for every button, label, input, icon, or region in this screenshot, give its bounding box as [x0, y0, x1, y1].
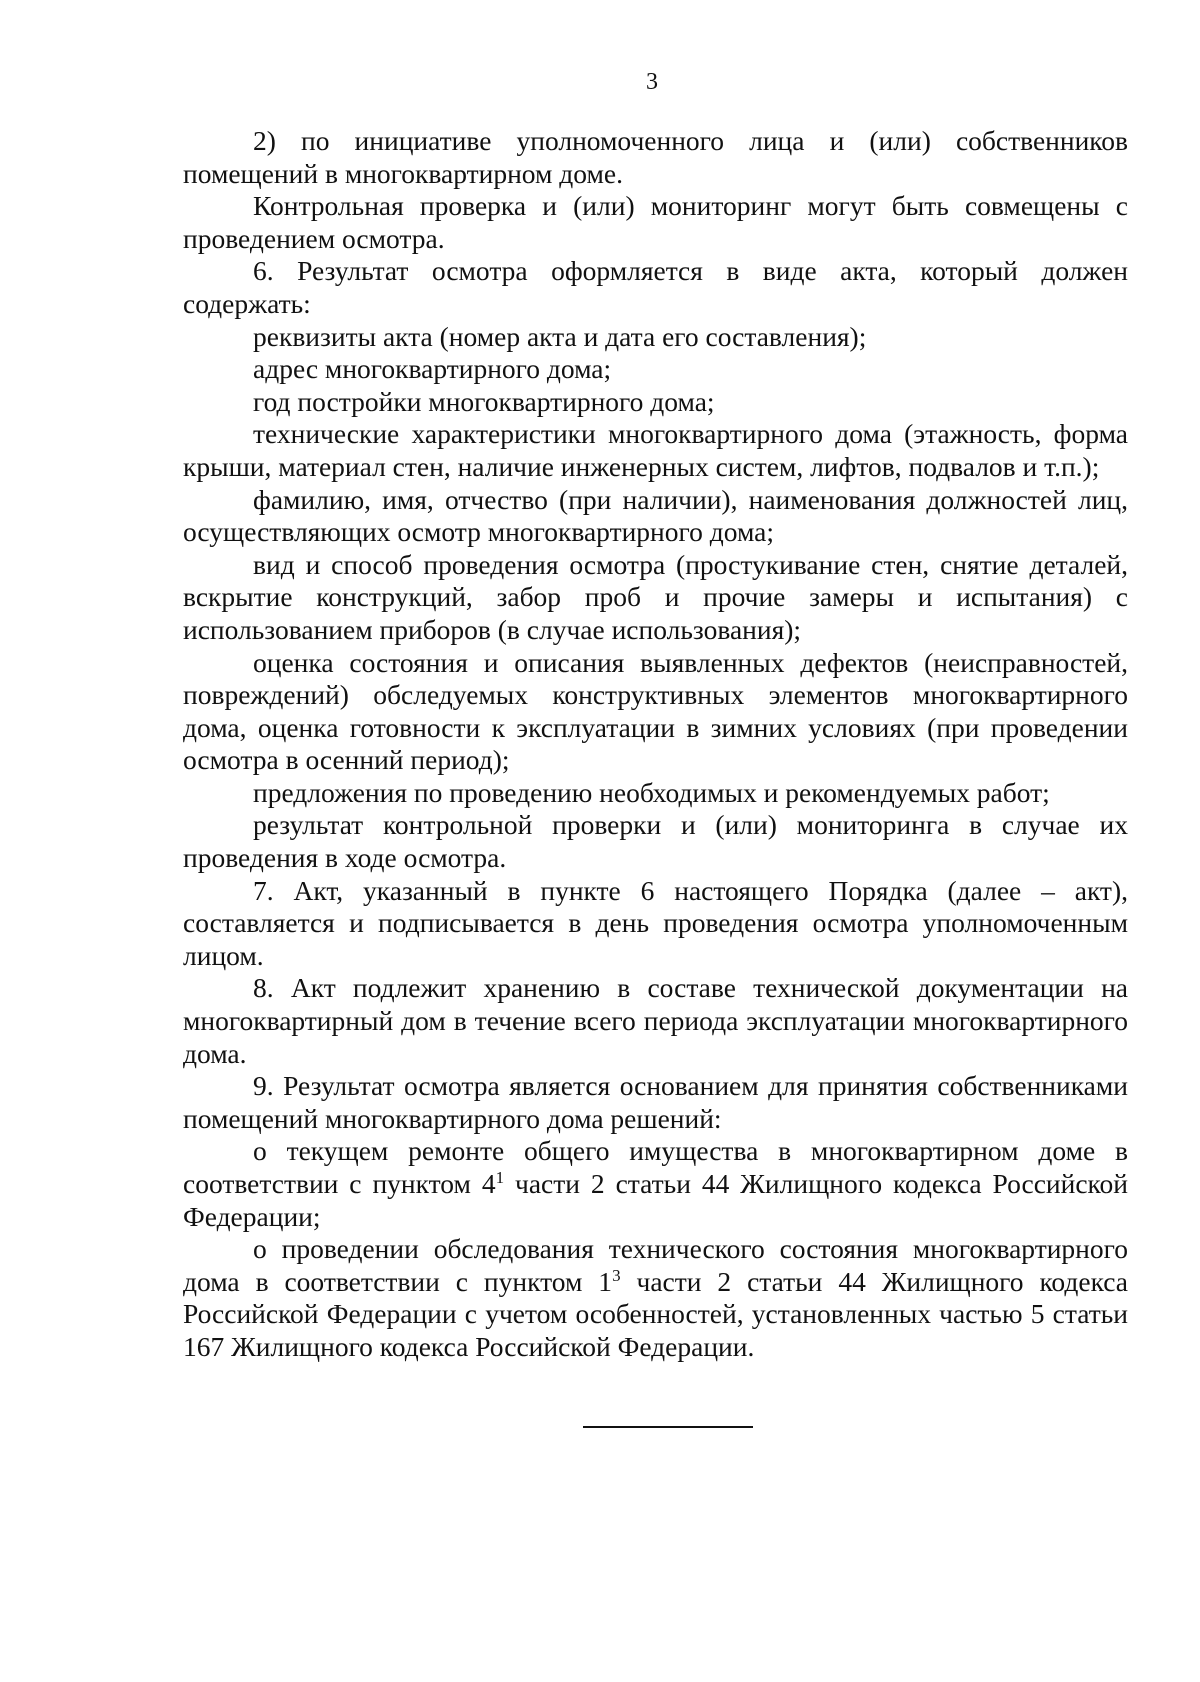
list-item-technical-characteristics: технические характеристики многоквартирного дома (этажность, форма крыши, материал стен, наличие инженерных систем, лифтов, подвалов и т.п.);	[183, 418, 1128, 482]
list-item-inspection-method: вид и способ проведения осмотра (простукивание стен, снятие деталей, вскрытие конструкций, забор проб и прочие замеры и испытания) с использованием приборов (в случае использования);	[183, 548, 1128, 645]
list-item-inspectors: фамилию, имя, отчество (при наличии), наименования должностей лиц, осуществляющих осмотр многоквартирного дома;	[183, 483, 1128, 548]
list-item-requisites: реквизиты акта (номер акта и дата его составления);	[253, 320, 867, 352]
paragraph-section-6: 6. Результат осмотра оформляется в виде акта, который должен содержать:	[183, 255, 1128, 319]
superscript-3: 3	[612, 1265, 621, 1285]
list-item-technical-survey	[183, 1233, 1128, 1363]
document-body	[183, 125, 1128, 1364]
paragraph-section-8: 8. Акт подлежит хранению в составе технической документации на многоквартирный дом в течение всего периода эксплуатации многоквартирного дома.	[183, 972, 1128, 1069]
list-item-work-proposals: предложения по проведению необходимых и рекомендуемых работ;	[253, 776, 1050, 808]
list-item-current-repair-text-a: о текущем ремонте общего имущества в многоквартирном доме в соответствии с пунктом 4	[183, 1135, 1128, 1199]
list-item-monitoring-result: результат контрольной проверки и (или) мониторинга в случае их проведения в ходе осмотра.	[183, 809, 1128, 874]
list-item-address: адрес многоквартирного дома;	[253, 353, 612, 385]
paragraph-section-7: 7. Акт, указанный в пункте 6 настоящего Порядка (далее – акт), составляется и подписывается в день проведения осмотра уполномоченным лицом.	[183, 874, 1128, 971]
list-item-technical-survey-text-a: о проведении обследования технического состояния многоквартирного дома в соответствии с пунктом 1	[183, 1233, 1128, 1297]
list-item-current-repair	[183, 1135, 1128, 1233]
list-item-current-repair-text-b: части 2 статьи 44 Жилищного кодекса Российской Федерации;	[183, 1168, 1128, 1232]
list-item-construction-year: год постройки многоквартирного дома;	[253, 385, 715, 417]
paragraph-section-9: 9. Результат осмотра является основанием для принятия собственниками помещений многоквартирного дома решений:	[183, 1070, 1128, 1134]
paragraph-item-2: 2) по инициативе уполномоченного лица и (или) собственников помещений в многоквартирном доме.	[183, 125, 1128, 189]
paragraph-combined-inspection: Контрольная проверка и (или) мониторинг могут быть совмещены с проведением осмотра.	[183, 190, 1128, 254]
list-item-defect-assessment: оценка состояния и описания выявленных дефектов (неисправностей, повреждений) обследуемых конструктивных элементов многоквартирного дома, оценка готовности к эксплуатации в зимних условиях (при проведении осмотра в осенний период);	[183, 646, 1128, 776]
end-of-document-rule	[583, 1426, 753, 1428]
list-item-technical-survey-text-b: части 2 статьи 44 Жилищного кодекса Российской Федерации с учетом особенностей, установленных частью 5 статьи 167 Жилищного кодекса Российской Федерации.	[183, 1265, 1128, 1362]
superscript-1: 1	[495, 1167, 505, 1187]
page-number: 3	[646, 69, 658, 95]
